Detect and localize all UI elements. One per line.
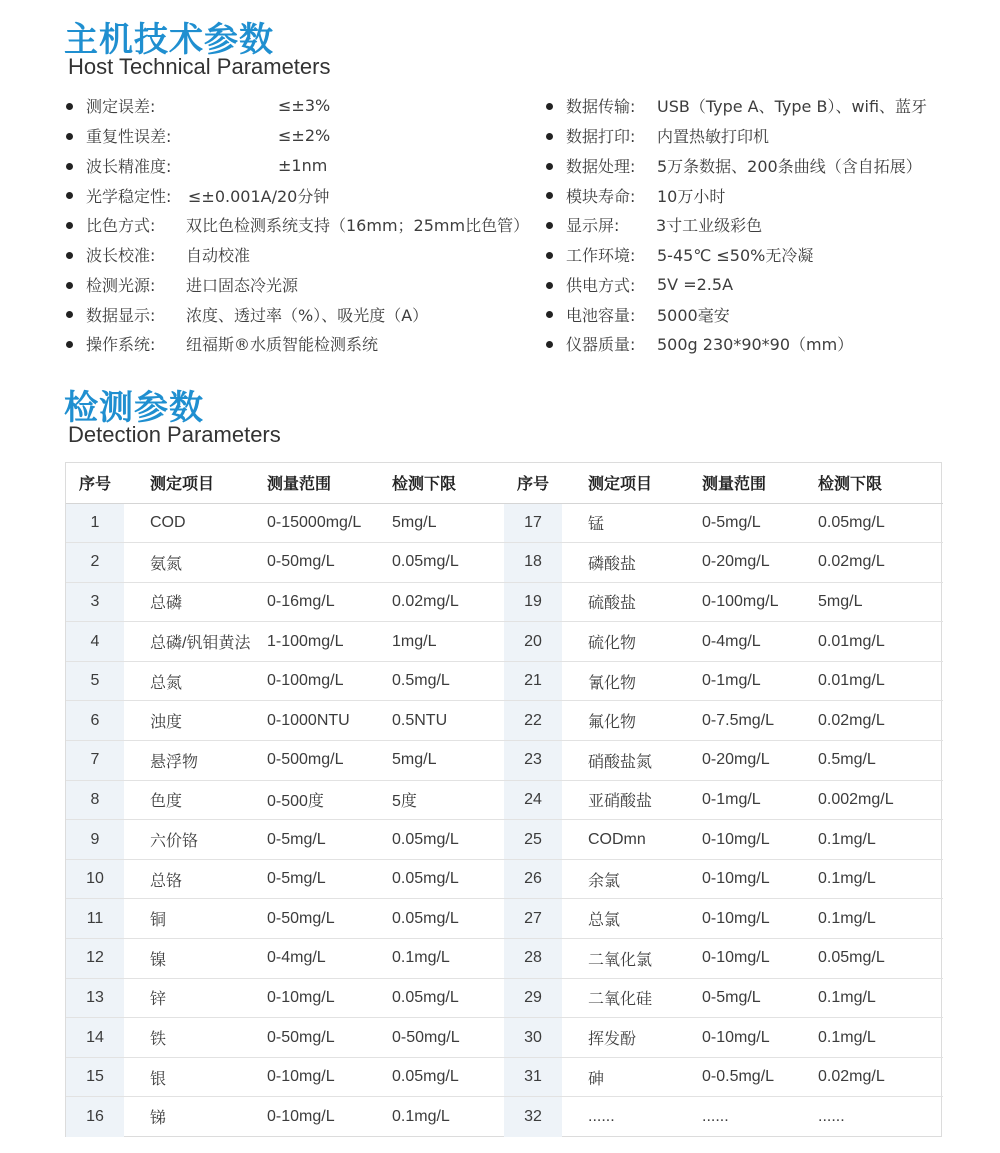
bullet-icon — [66, 133, 73, 140]
row-number-cell: 24 — [504, 780, 562, 820]
bullet-icon — [546, 222, 553, 229]
measurement-range-cell: 0-500度 — [255, 780, 380, 820]
detection-limit-cell: 0.02mg/L — [806, 701, 943, 741]
spec-label: 数据传输: — [566, 97, 636, 117]
bullet-icon — [546, 133, 553, 140]
detection-limit-cell: 0.1mg/L — [806, 978, 943, 1018]
bullet-icon — [546, 311, 553, 318]
spec-label: 仪器质量: — [566, 335, 636, 355]
measurement-range-cell: 0-16mg/L — [255, 582, 380, 622]
spec-value: 纽福斯®水质智能检测系统 — [186, 335, 379, 355]
table-row — [66, 741, 943, 781]
measurement-range-cell: 0-5mg/L — [690, 503, 806, 543]
row-number-cell: 26 — [504, 859, 562, 899]
test-item-cell: 总氯 — [562, 899, 690, 939]
test-item-cell: ...... — [588, 1107, 615, 1125]
spec-label: 数据打印: — [566, 127, 636, 147]
table-row — [66, 503, 943, 543]
row-number-cell: 1 — [66, 503, 124, 543]
bullet-icon — [66, 222, 73, 229]
table-row — [66, 701, 943, 741]
spec-label: 供电方式: — [566, 275, 636, 295]
test-item-cell: 亚硝酸盐 — [562, 780, 690, 820]
test-item-cell: 硫化物 — [562, 622, 690, 662]
row-number-cell: 9 — [66, 820, 124, 860]
test-item-cell: 浊度 — [124, 701, 255, 741]
spec-item — [66, 299, 546, 329]
spec-item — [546, 151, 966, 181]
measurement-range-cell: 1-100mg/L — [255, 622, 380, 662]
measurement-range-cell: 0-50mg/L — [255, 1018, 380, 1058]
detection-limit-cell: 0.1mg/L — [806, 859, 943, 899]
table-header-cell: 序号 — [66, 463, 124, 503]
spec-value: 5万条数据、200条曲线（含自拓展） — [657, 156, 922, 176]
detection-limit-cell: 0.05mg/L — [806, 939, 943, 979]
detection-table-container — [65, 462, 942, 1137]
test-item-cell: 锑 — [150, 1110, 167, 1128]
measurement-range-cell: 0-10mg/L — [690, 1018, 806, 1058]
row-number-cell: 14 — [66, 1018, 124, 1058]
spec-value: 双比色检测系统支持（16mm；25mm比色管） — [186, 216, 530, 236]
table-row — [66, 978, 943, 1018]
spec-label: 数据处理: — [566, 156, 636, 176]
row-number-cell: 17 — [504, 503, 562, 543]
test-item-cell: 铜 — [124, 899, 255, 939]
test-item-cell: 硝酸盐氮 — [562, 741, 690, 781]
detection-limit-cell: 0.5NTU — [380, 701, 504, 741]
row-number-cell: 7 — [66, 741, 124, 781]
bullet-icon — [66, 252, 73, 259]
row-number-cell: 16 — [66, 1097, 124, 1137]
spec-value: USB（Type A、Type B）、wifi、蓝牙 — [657, 97, 928, 117]
table-header-cell: 测量范围 — [255, 463, 380, 503]
spec-value: 500g 230*90*90（mm） — [657, 335, 854, 355]
measurement-range-cell: 0-10mg/L — [690, 859, 806, 899]
spec-item — [546, 180, 966, 210]
spec-label: 检测光源: — [86, 275, 156, 295]
test-item-cell: 悬浮物 — [124, 741, 255, 781]
row-number-cell: 4 — [66, 622, 124, 662]
table-row — [66, 661, 943, 701]
detection-limit-cell: 0.1mg/L — [806, 899, 943, 939]
bullet-icon — [546, 252, 553, 259]
measurement-range-cell: 0-1mg/L — [690, 661, 806, 701]
row-number-cell: 21 — [504, 661, 562, 701]
measurement-range-cell: 0-4mg/L — [255, 939, 380, 979]
bullet-icon — [66, 341, 73, 348]
row-number-cell: 19 — [504, 582, 562, 622]
detection-limit-cell: 0.02mg/L — [380, 582, 504, 622]
spec-label: 光学稳定性: — [86, 186, 172, 206]
detection-limit-cell: 1mg/L — [380, 622, 504, 662]
test-item-cell: 余氯 — [562, 859, 690, 899]
measurement-range-cell: ...... — [702, 1107, 729, 1125]
detection-limit-cell: 0.1mg/L — [806, 1018, 943, 1058]
table-header-cell: 测量范围 — [690, 463, 806, 503]
bullet-icon — [546, 103, 553, 110]
spec-value: 进口固态冷光源 — [186, 275, 299, 295]
detection-limit-cell: 5mg/L — [380, 503, 504, 543]
detection-limit-cell: 0.05mg/L — [380, 899, 504, 939]
table-row — [66, 820, 943, 860]
spec-item — [546, 299, 966, 329]
table-row — [66, 780, 943, 820]
measurement-range-cell: 0-50mg/L — [255, 543, 380, 583]
spec-value: 5V =2.5A — [657, 274, 734, 294]
row-number-cell: 8 — [66, 780, 124, 820]
detection-limit-cell: ...... — [818, 1107, 845, 1125]
spec-item — [546, 210, 966, 240]
host-spec-list-left — [66, 91, 546, 359]
row-number-cell: 31 — [504, 1057, 562, 1097]
spec-item — [66, 329, 546, 359]
test-item-cell: 挥发酚 — [562, 1018, 690, 1058]
measurement-range-cell: 0-15000mg/L — [255, 503, 380, 543]
table-row — [66, 1097, 943, 1137]
measurement-range-cell: 0-1000NTU — [255, 701, 380, 741]
detection-limit-cell: 0.05mg/L — [380, 543, 504, 583]
detection-limit-cell: 0.01mg/L — [806, 661, 943, 701]
measurement-range-cell: 0-100mg/L — [690, 582, 806, 622]
measurement-range-cell: 0-10mg/L — [255, 978, 380, 1018]
test-item-cell: 氟化物 — [562, 701, 690, 741]
test-item-cell: 总铬 — [124, 859, 255, 899]
spec-item — [546, 121, 966, 151]
bullet-icon — [66, 163, 73, 170]
spec-item — [66, 91, 546, 121]
spec-value: ≤±3% — [278, 96, 331, 116]
row-number-cell: 5 — [66, 661, 124, 701]
measurement-range-cell: 0-5mg/L — [255, 820, 380, 860]
detection-title-cn: 检测参数 — [64, 388, 204, 428]
table-body — [66, 503, 943, 1137]
spec-value: 10万小时 — [657, 186, 726, 206]
spec-item — [66, 210, 546, 240]
spec-value: 5-45℃ ≤50%无冷凝 — [657, 246, 814, 266]
table-row — [66, 1018, 943, 1058]
measurement-range-cell: 0-5mg/L — [690, 978, 806, 1018]
measurement-range-cell: 0-500mg/L — [255, 741, 380, 781]
detection-limit-cell: 0.01mg/L — [806, 622, 943, 662]
row-number-cell: 11 — [66, 899, 124, 939]
spec-item — [546, 240, 966, 270]
measurement-range-cell: 0-20mg/L — [690, 543, 806, 583]
host-title-en: Host Technical Parameters — [68, 54, 331, 79]
detection-limit-cell: 5mg/L — [806, 582, 943, 622]
spec-label: 数据显示: — [86, 305, 156, 325]
test-item-cell: 二氧化氯 — [562, 939, 690, 979]
spec-label: 波长校准: — [86, 246, 156, 266]
table-row — [66, 543, 943, 583]
row-number-cell: 2 — [66, 543, 124, 583]
spec-item — [66, 151, 546, 181]
spec-label: 测定误差: — [86, 97, 156, 117]
spec-item — [66, 180, 546, 210]
bullet-icon — [546, 192, 553, 199]
test-item-cell: 硫酸盐 — [562, 582, 690, 622]
detection-limit-cell: 5度 — [380, 780, 504, 820]
row-number-cell: 6 — [66, 701, 124, 741]
detection-table — [66, 463, 943, 1137]
detection-limit-cell: 0.5mg/L — [380, 661, 504, 701]
row-number-cell: 27 — [504, 899, 562, 939]
row-number-cell: 15 — [66, 1057, 124, 1097]
spec-value: 3寸工业级彩色 — [656, 216, 763, 236]
test-item-cell: 铁 — [124, 1018, 255, 1058]
spec-item — [546, 270, 966, 300]
measurement-range-cell: 0-10mg/L — [690, 899, 806, 939]
measurement-range-cell: 0-4mg/L — [690, 622, 806, 662]
row-number-cell: 22 — [504, 701, 562, 741]
measurement-range-cell: 0-7.5mg/L — [690, 701, 806, 741]
spec-label: 显示屏: — [566, 216, 620, 236]
spec-label: 操作系统: — [86, 335, 156, 355]
spec-item — [546, 329, 966, 359]
measurement-range-cell: 0-10mg/L — [255, 1057, 380, 1097]
detection-limit-cell: 0.02mg/L — [806, 543, 943, 583]
spec-value: ≤±0.001A/20分钟 — [188, 186, 330, 206]
measurement-range-cell: 0-1mg/L — [690, 780, 806, 820]
test-item-cell: 六价铬 — [124, 820, 255, 860]
measurement-range-cell: 0-100mg/L — [255, 661, 380, 701]
spec-value: 内置热敏打印机 — [657, 127, 770, 147]
measurement-range-cell: 0-50mg/L — [255, 899, 380, 939]
spec-value: 浓度、透过率（%）、吸光度（A） — [186, 305, 429, 325]
detection-title-en: Detection Parameters — [68, 422, 281, 447]
test-item-cell: 总氮 — [124, 661, 255, 701]
measurement-range-cell: 0-10mg/L — [267, 1107, 335, 1125]
row-number-cell: 28 — [504, 939, 562, 979]
detection-limit-cell: 0.1mg/L — [392, 1107, 450, 1125]
spec-item — [66, 270, 546, 300]
spec-item — [66, 240, 546, 270]
test-item-cell: 总磷/钒钼黄法 — [124, 622, 255, 662]
table-header-cell: 检测下限 — [806, 463, 943, 503]
host-title-cn: 主机技术参数 — [64, 20, 274, 60]
detection-limit-cell: 0.5mg/L — [806, 741, 943, 781]
bullet-icon — [66, 311, 73, 318]
bullet-icon — [546, 341, 553, 348]
measurement-range-cell: 0-5mg/L — [255, 859, 380, 899]
detection-limit-cell: 0.05mg/L — [380, 1057, 504, 1097]
table-row — [66, 939, 943, 979]
spec-value: ≤±2% — [278, 126, 331, 146]
table-row — [66, 582, 943, 622]
spec-item — [546, 91, 966, 121]
table-row — [66, 622, 943, 662]
test-item-cell: 氨氮 — [124, 543, 255, 583]
bullet-icon — [546, 282, 553, 289]
detection-limit-cell: 0-50mg/L — [380, 1018, 504, 1058]
spec-item — [66, 121, 546, 151]
test-item-cell: COD — [124, 503, 255, 543]
table-row — [66, 899, 943, 939]
detection-limit-cell: 0.1mg/L — [806, 820, 943, 860]
row-number-cell: 25 — [504, 820, 562, 860]
table-header-cell: 检测下限 — [380, 463, 504, 503]
measurement-range-cell: 0-20mg/L — [690, 741, 806, 781]
spec-label: 模块寿命: — [566, 186, 636, 206]
bullet-icon — [546, 163, 553, 170]
table-header-cell: 测定项目 — [562, 463, 690, 503]
test-item-cell: 砷 — [562, 1057, 690, 1097]
detection-limit-cell: 0.05mg/L — [806, 503, 943, 543]
test-item-cell: 银 — [124, 1057, 255, 1097]
bullet-icon — [66, 282, 73, 289]
test-item-cell: 锌 — [124, 978, 255, 1018]
spec-label: 电池容量: — [566, 305, 636, 325]
detection-limit-cell: 0.02mg/L — [806, 1057, 943, 1097]
bullet-icon — [66, 192, 73, 199]
detection-limit-cell: 0.1mg/L — [380, 939, 504, 979]
test-item-cell: 氰化物 — [562, 661, 690, 701]
measurement-range-cell: 0-10mg/L — [690, 939, 806, 979]
spec-label: 工作环境: — [566, 246, 636, 266]
row-number-cell: 12 — [66, 939, 124, 979]
test-item-cell: 镍 — [124, 939, 255, 979]
row-number-cell: 29 — [504, 978, 562, 1018]
measurement-range-cell: 0-10mg/L — [690, 820, 806, 860]
spec-value: 自动校准 — [186, 246, 251, 266]
table-row — [66, 859, 943, 899]
spec-value: 5000毫安 — [657, 305, 730, 325]
spec-value: ±1nm — [278, 155, 328, 175]
row-number-cell: 13 — [66, 978, 124, 1018]
detection-limit-cell: 0.05mg/L — [380, 820, 504, 860]
test-item-cell: 锰 — [562, 503, 690, 543]
test-item-cell: 磷酸盐 — [562, 543, 690, 583]
table-header-cell: 序号 — [504, 463, 562, 503]
spec-label: 波长精准度: — [86, 156, 172, 176]
row-number-cell: 20 — [504, 622, 562, 662]
bullet-icon — [66, 103, 73, 110]
row-number-cell: 3 — [66, 582, 124, 622]
row-number-cell: 10 — [66, 859, 124, 899]
table-header-row — [66, 463, 943, 503]
test-item-cell: 总磷 — [124, 582, 255, 622]
test-item-cell: 色度 — [124, 780, 255, 820]
detection-limit-cell: 0.05mg/L — [380, 978, 504, 1018]
detection-limit-cell: 0.002mg/L — [806, 780, 943, 820]
test-item-cell: 二氧化硅 — [562, 978, 690, 1018]
measurement-range-cell: 0-0.5mg/L — [690, 1057, 806, 1097]
spec-label: 比色方式: — [86, 216, 156, 236]
host-spec-list-right — [546, 91, 966, 359]
detection-limit-cell: 0.05mg/L — [380, 859, 504, 899]
spec-label: 重复性误差: — [86, 127, 172, 147]
row-number-cell: 30 — [504, 1018, 562, 1058]
row-number-cell: 32 — [504, 1097, 562, 1137]
table-row — [66, 1057, 943, 1097]
row-number-cell: 23 — [504, 741, 562, 781]
detection-limit-cell: 5mg/L — [380, 741, 504, 781]
row-number-cell: 18 — [504, 543, 562, 583]
test-item-cell: CODmn — [562, 820, 690, 860]
table-header-cell: 测定项目 — [124, 463, 255, 503]
